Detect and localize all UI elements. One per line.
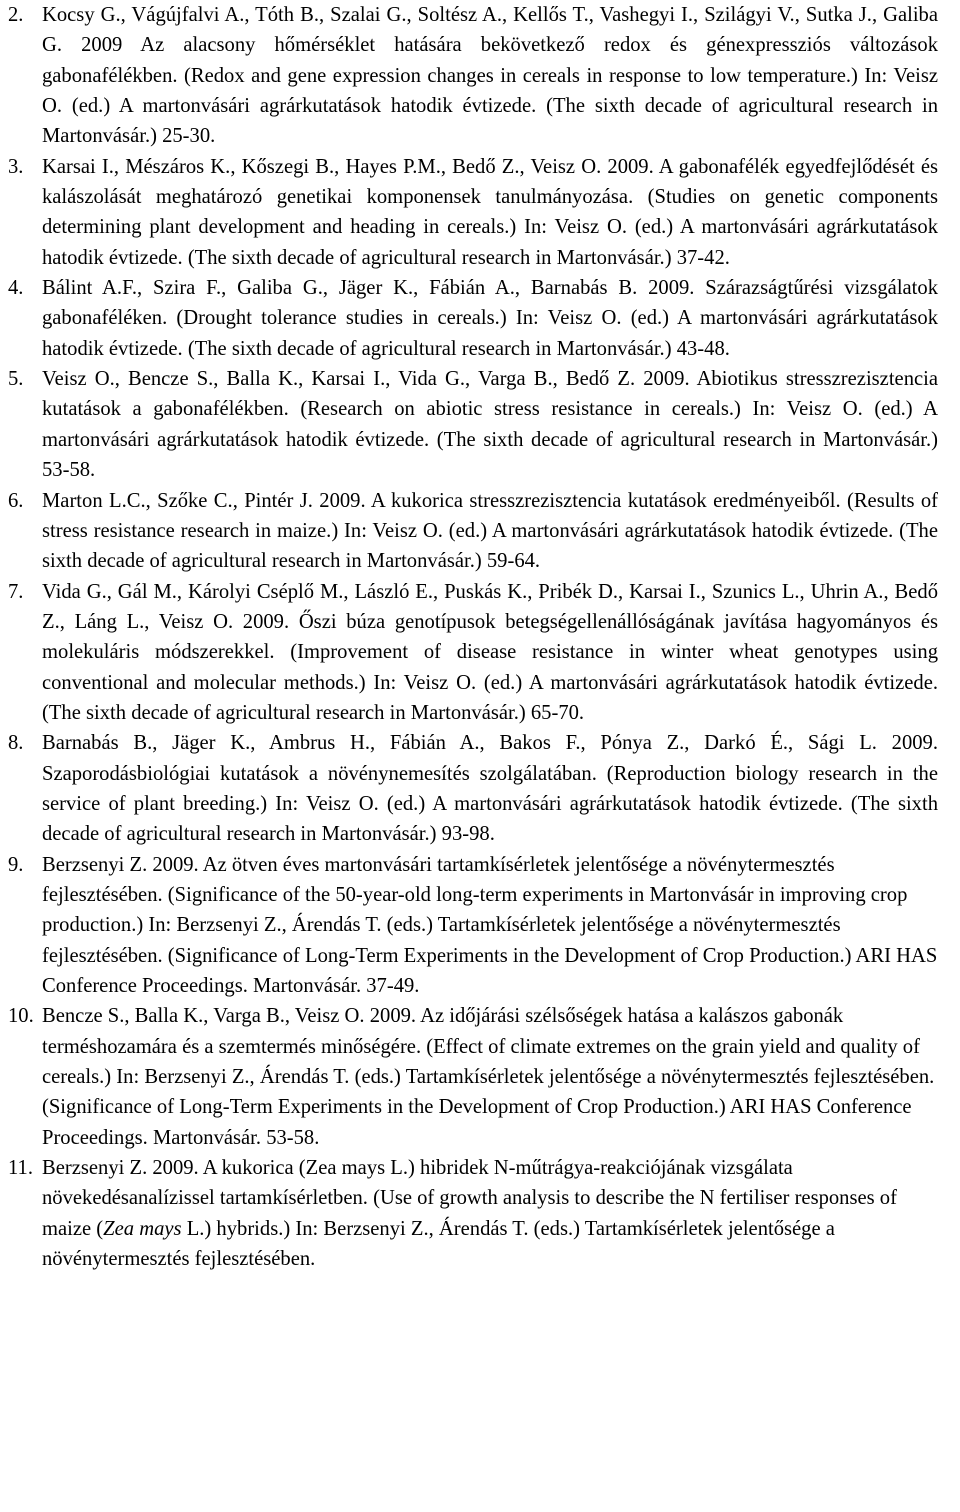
reference-text-segment: L.) hybrids.) In: Berzsenyi Z., Árendás T. (eds.) Tartamkísérletek jelentősége a növénytermesztés fejlesztésében. bbox=[42, 1217, 835, 1271]
reference-text bbox=[42, 364, 938, 485]
reference-text-segment: Bálint A.F., Szira F., Galiba G., Jäger K., Fábián A., Barnabás B. 2009. Szárazságtűrési vizsgálatok gabonaféléken. (Drought tolerance studies in cereals.) In: Veisz O. (ed.) A martonvásári agrárkutatások hatodik évtizede. (The sixth decade of agricultural research in Martonvásár.) 43-48. bbox=[42, 277, 938, 360]
reference-text bbox=[42, 0, 938, 152]
reference-text bbox=[42, 486, 938, 577]
reference-item bbox=[8, 577, 938, 729]
reference-text bbox=[42, 850, 938, 1002]
reference-text-segment: Karsai I., Mészáros K., Kőszegi B., Hayes P.M., Bedő Z., Veisz O. 2009. A gabonafélék egyedfejlődését és kalászolását meghatározó genetikai komponensek tanulmányozása. (Studies on genetic components determining plant development and heading in cereals.) In: Veisz O. (ed.) A martonvásári agrárkutatások hatodik évtizede. (The sixth decade of agricultural research in Martonvásár.) 37-42. bbox=[42, 155, 938, 269]
reference-number: 4. bbox=[8, 277, 24, 300]
reference-item bbox=[8, 273, 938, 364]
reference-text-segment: Vida G., Gál M., Károlyi Cséplő M., László E., Puskás K., Pribék D., Karsai I., Szunics L., Uhrin A., Bedő Z., Láng L., Veisz O. 2009. Őszi búza genotípusok betegségellenállóságának javítása hagyományos és molekuláris módszerekkel. (Improvement of disease resistance in winter wheat genotypes using conventional and molecular methods.) In: Veisz O. (ed.) A martonvásári agrárkutatások hatodik évtizede. (The sixth decade of agricultural research in Martonvásár.) 65-70. bbox=[42, 580, 938, 724]
reference-number: 6. bbox=[8, 489, 24, 512]
reference-number: 2. bbox=[8, 4, 24, 26]
reference-item bbox=[8, 1001, 938, 1153]
reference-item bbox=[8, 1153, 938, 1274]
reference-item bbox=[8, 850, 938, 1002]
reference-text-segment: Bencze S., Balla K., Varga B., Veisz O. 2009. Az időjárási szélsőségek hatása a kalászos gabonák terméshozamára és a szemtermés minőségére. (Effect of climate extremes on the grain yield and quality of cereals.) In: Berzsenyi Z., Árendás T. (eds.) Tartamkísérletek jelentősége a növénytermesztés fejlesztésében. (Significance of Long-Term Experiments in the Development of Crop Production.) ARI HAS Conference Proceedings. Martonvásár. 53-58. bbox=[42, 1005, 935, 1149]
reference-text-segment: Marton L.C., Szőke C., Pintér J. 2009. A kukorica stresszrezisztencia kutatások eredményeiből. (Results of stress resistance research in maize.) In: Veisz O. (ed.) A martonvásári agrárkutatások hatodik évtizede. (The sixth decade of agricultural research in Martonvásár.) 59-64. bbox=[42, 489, 938, 573]
reference-text bbox=[42, 1153, 938, 1274]
reference-item bbox=[8, 0, 938, 152]
reference-text-segment: Berzsenyi Z. 2009. A kukorica (Zea mays L.) hibridek N-műtrágya-reakciójának vizsgálata növekedésanalízissel tartamkísérletben. (Use of growth analysis to describe the N fertiliser responses of maize ( bbox=[42, 1157, 897, 1240]
reference-text-italic: Zea mays bbox=[103, 1217, 182, 1240]
reference-text-segment: Veisz O., Bencze S., Balla K., Karsai I., Vida G., Varga B., Bedő Z. 2009. Abiotikus stresszrezisztencia kutatások a gabonafélékben. (Research on abiotic stress resistance in cereals.) In: Veisz O. (ed.) A martonvásári agrárkutatások hatodik évtizede. (The sixth decade of agricultural research in Martonvásár.) 53-58. bbox=[42, 368, 938, 482]
reference-item bbox=[8, 728, 938, 849]
reference-text bbox=[42, 577, 938, 729]
reference-item bbox=[8, 364, 938, 485]
reference-text-segment: Kocsy G., Vágújfalvi A., Tóth B., Szalai G., Soltész A., Kellős T., Vashegyi I., Szilágyi V., Sutka J., Galiba G. 2009 Az alacsony hőmérséklet hatására bekövetkező redox és génexpressziós változások gabonafélékben. (Redox and gene expression changes in cereals in response to low temperature.) In: Veisz O. (ed.) A martonvásári agrárkutatások hatodik évtizede. (The sixth decade of agricultural research in Martonvásár.) 25-30. bbox=[42, 4, 938, 148]
reference-number: 9. bbox=[8, 853, 24, 876]
reference-number: 10. bbox=[8, 1005, 34, 1028]
reference-text bbox=[42, 152, 938, 273]
reference-number: 8. bbox=[8, 732, 24, 755]
reference-text-segment: Berzsenyi Z. 2009. Az ötven éves martonvásári tartamkísérletek jelentősége a növénytermesztés fejlesztésében. (Significance of the 50-year-old long-term experiments in Martonvásár in improving crop production.) In: Berzsenyi Z., Árendás T. (eds.) Tartamkísérletek jelentősége a növénytermesztés fejlesztésében. (Significance of Long-Term Experiments in the Development of Crop Production.) ARI HAS Conference Proceedings. Martonvásár. 37-49. bbox=[42, 853, 938, 997]
reference-text bbox=[42, 1001, 938, 1153]
reference-number: 5. bbox=[8, 368, 24, 391]
reference-number: 7. bbox=[8, 580, 24, 603]
reference-text-segment: Barnabás B., Jäger K., Ambrus H., Fábián A., Bakos F., Pónya Z., Darkó É., Sági L. 2009. Szaporodásbiológiai kutatások a növénynemesítés szolgálatában. (Reproduction biology research in the service of plant breeding.) In: Veisz O. (ed.) A martonvásári agrárkutatások hatodik évtizede. (The sixth decade of agricultural research in Martonvásár.) 93-98. bbox=[42, 732, 938, 846]
reference-text bbox=[42, 273, 938, 364]
reference-number: 11. bbox=[8, 1157, 33, 1180]
reference-text bbox=[42, 728, 938, 849]
reference-number: 3. bbox=[8, 155, 24, 178]
reference-item bbox=[8, 486, 938, 577]
reference-item bbox=[8, 152, 938, 273]
